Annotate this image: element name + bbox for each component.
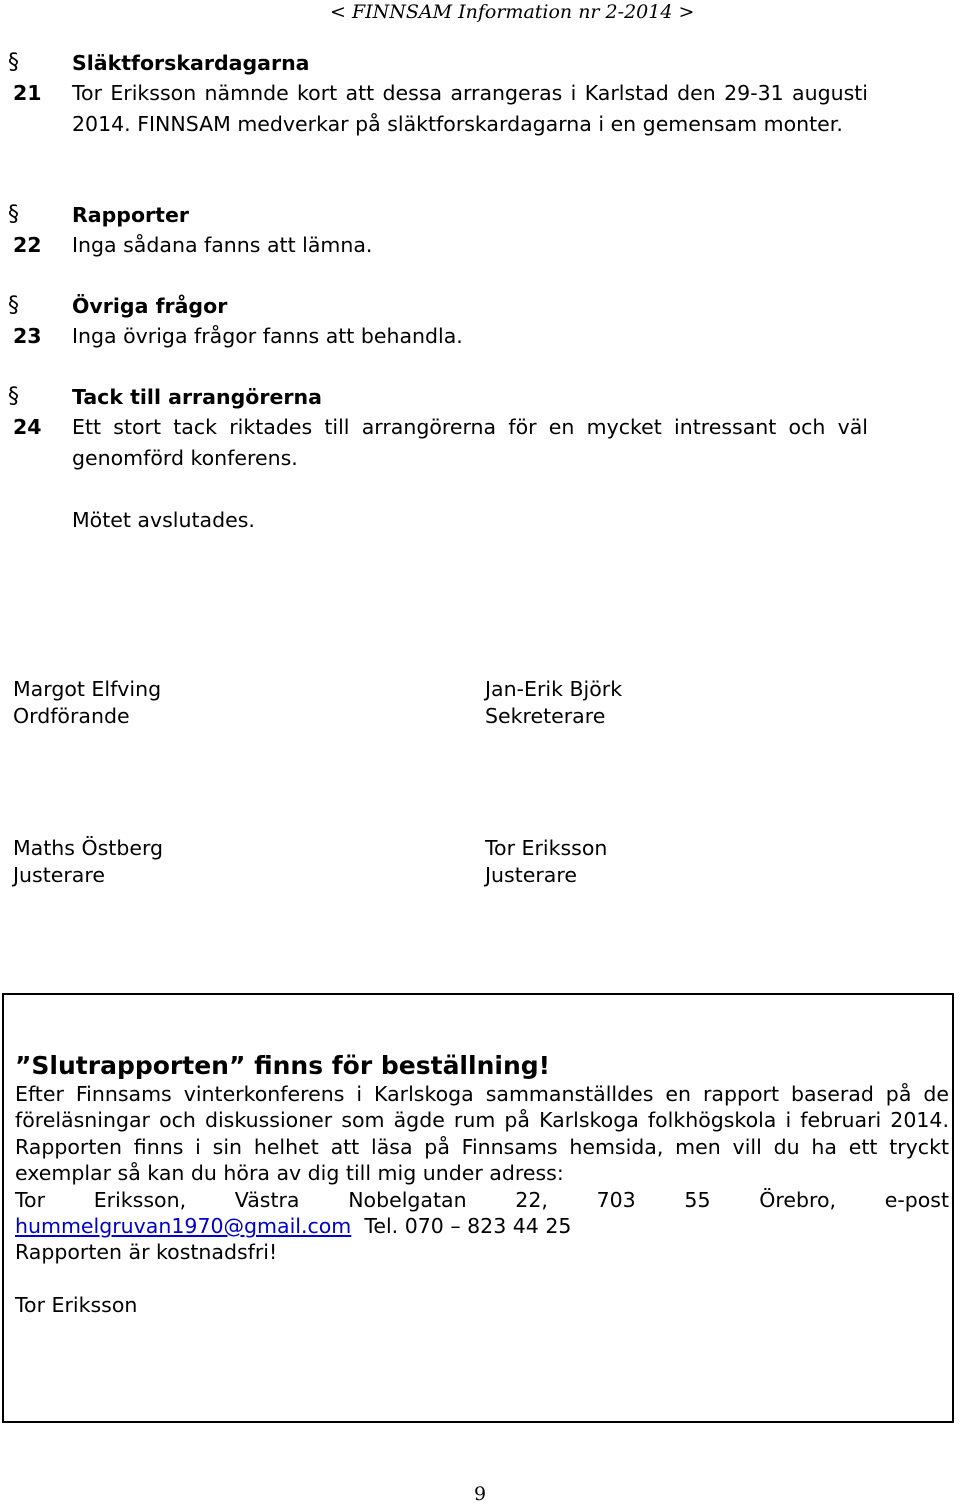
signature-adjuster-1 [13,835,163,888]
section-title: Tack till arrangörerna [72,385,322,409]
signature-role: Sekreterare [485,703,606,728]
email-link[interactable]: hummelgruvan1970@gmail.com [15,1214,352,1239]
section-symbol: § [8,50,19,75]
section-text: Tor Eriksson nämnde kort att dessa arrangeras i Karlstad den 29-31 augusti 2014. FINNSAM medverkar på släktforskardagarna i en gemensam monter. [72,81,868,136]
signature-role: Ordförande [13,703,130,728]
box-paragraph: Efter Finnsams vinterkonferens i Karlskoga sammanställdes en rapport baserad på de föreläsningar och diskussioner som ägde rum på Karlskoga folkhögskola i februari 2014. Rapporten finns i sin helhet att läsa på Finnsams hemsida, men vill du ha ett tryckt exemplar så kan du höra av dig till mig under adress: [15,1082,949,1186]
section-22 [0,200,960,261]
signature-adjuster-2 [485,835,607,888]
section-number: 23 [13,324,42,348]
section-number: 24 [13,415,42,439]
section-text: Ett stort tack riktades till arrangörerna för en mycket intressant och väl genomförd konferens. [72,415,868,470]
box-address: Tor Eriksson, Västra Nobelgatan 22, 703 55 Örebro, e-post [15,1187,949,1212]
signature-name: Maths Östberg [13,836,164,860]
signature-role: Justerare [485,862,577,887]
section-symbol: § [8,202,19,227]
signature-chair [13,676,161,729]
page-header: < FINNSAM Information nr 2-2014 > [330,1,695,23]
section-symbol: § [8,293,19,318]
signature-name: Jan-Erik Björk [485,677,623,701]
signature-name: Margot Elfving [13,677,162,701]
section-21 [0,48,960,139]
section-symbol: § [8,384,19,409]
signature-name: Tor Eriksson [485,836,608,860]
section-24 [0,382,960,473]
section-text: Inga sådana fanns att lämna. [72,233,373,257]
signature-role: Justerare [13,862,105,887]
section-text: Inga övriga frågor fanns att behandla. [72,324,463,348]
meeting-closed-text: Mötet avslutades. [72,508,255,532]
section-title: Övriga frågor [72,294,228,318]
section-number: 21 [13,81,42,105]
box-title: ”Slutrapporten” finns för beställning! [15,1051,551,1080]
signature-secretary [485,676,622,729]
section-number: 22 [13,233,42,257]
report-info-box [2,993,954,1423]
phone-text: Tel. 070 – 823 44 25 [364,1214,572,1239]
box-contact-line [15,1213,949,1239]
section-title: Släktforskardagarna [72,51,310,75]
box-free-note: Rapporten är kostnadsfri! [15,1240,278,1265]
box-author: Tor Eriksson [15,1292,138,1317]
section-title: Rapporter [72,203,189,227]
page-number: 9 [473,1483,487,1505]
section-23 [0,291,960,352]
